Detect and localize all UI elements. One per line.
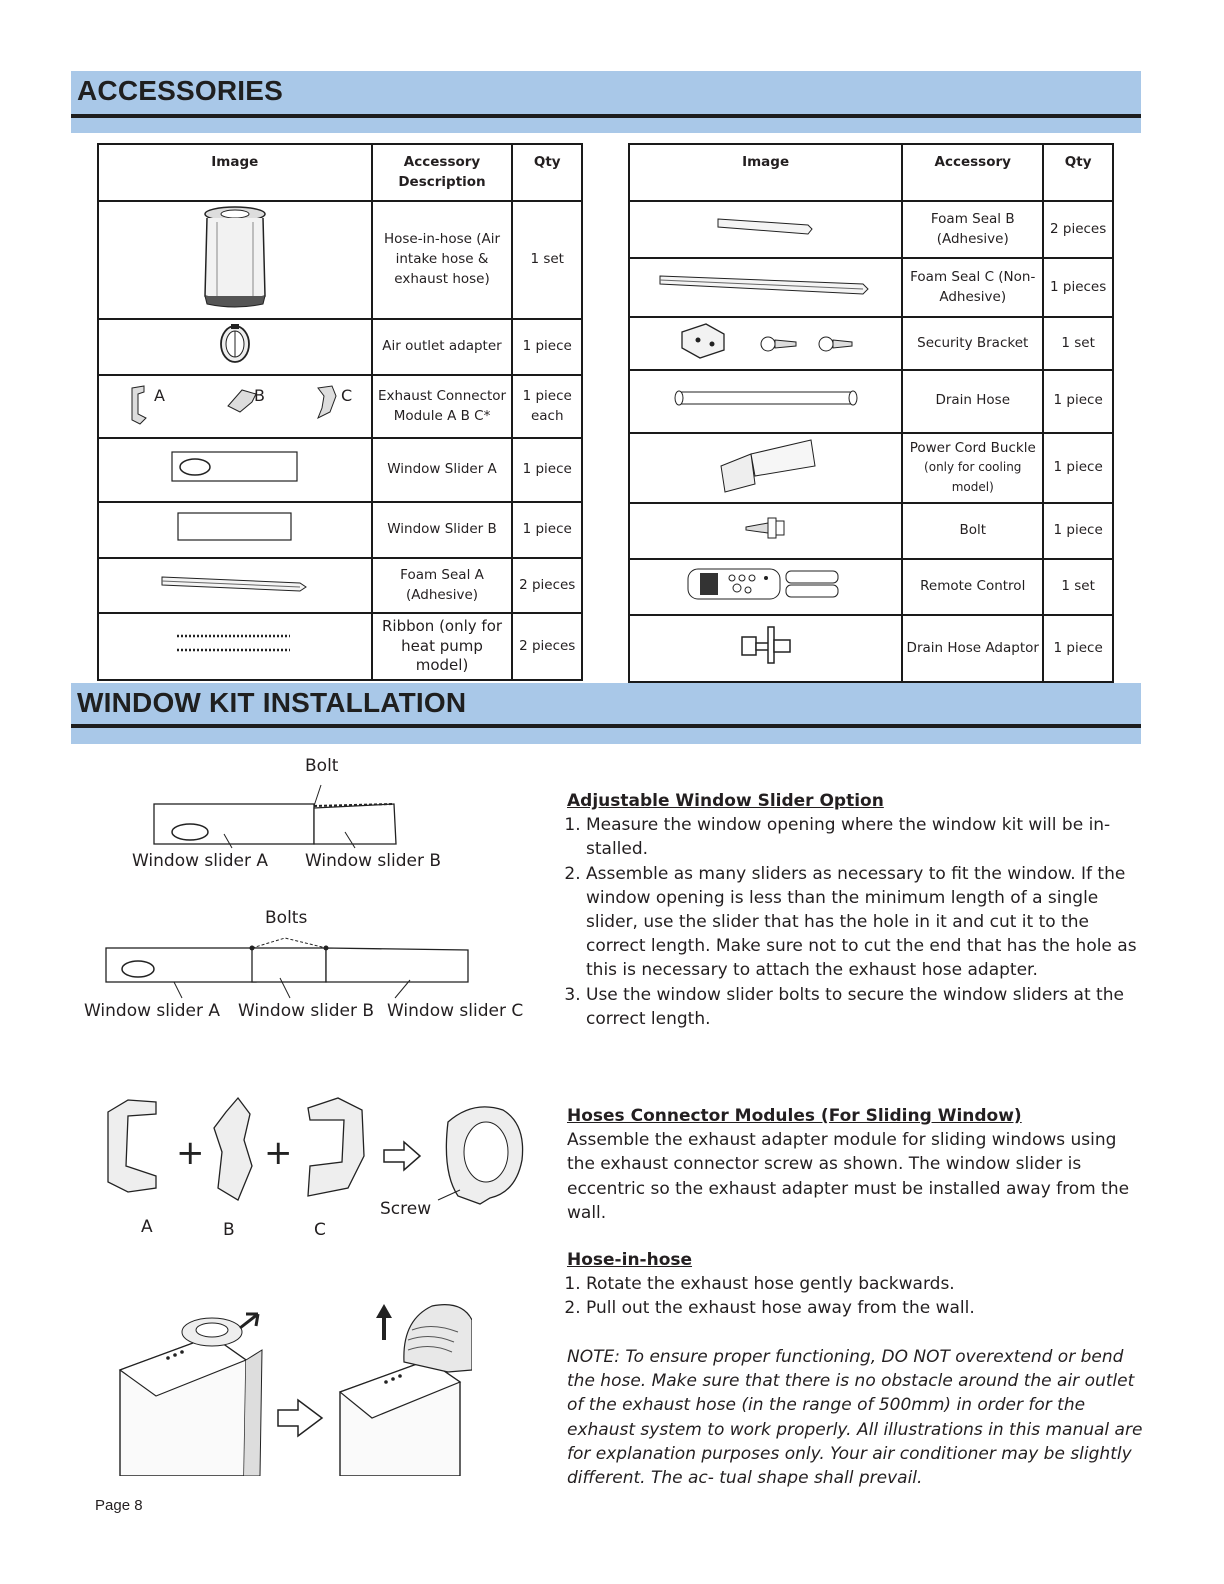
table-row [629,370,1113,433]
hoses-connector-title: Hoses Connector Modules (For Sliding Window) [567,1106,1022,1126]
table-header-row [98,144,582,201]
table-row [629,317,1113,370]
window-kit-banner [71,683,1141,744]
label-screw: Screw [380,1199,432,1219]
row-description: Drain Hose Adaptor [902,615,1043,682]
table-row [629,559,1113,615]
table-row [98,438,582,502]
slider-a-b-figure [140,760,420,850]
adjustable-slider-title: Adjustable Window Slider Option [567,791,884,811]
accessories-banner [71,71,1141,133]
label-slider-a: Window slider A [132,851,269,871]
section-title-accessories: ACCESSORIES [77,75,284,106]
hoses-connector-body: Assemble the exhaust adapter module for sliding windows using the exhaust connector screw as shown. The window slider is eccentric so the exhaust adapter must be installed away from the wall. [567,1130,1130,1223]
header-description: Accessory Description [372,144,513,201]
row-qty: 1 piece [512,319,582,376]
window-slider-b-icon [98,502,372,558]
label-slider-a: Window slider A [84,1001,221,1021]
foam-seal-b-icon [629,201,902,258]
label-slider-b: Window slider B [238,1001,375,1021]
table-row [629,201,1113,258]
row-description-text: Power Cord Buckle [909,439,1036,456]
row-description: Drain Hose [902,370,1043,433]
svg-text:+: + [264,1133,293,1173]
hose-in-hose-steps [567,1272,1147,1320]
row-description: Foam Seal A (Adhesive) [372,558,513,613]
accessories-table-left [97,143,583,681]
row-description: Ribbon (only for heat pump model) [372,613,513,680]
table-row [98,319,582,376]
row-qty: 2 pieces [1043,201,1113,258]
row-qty: 2 pieces [512,613,582,680]
ribbon-icon [98,613,372,680]
hose-in-hose-section [567,1248,1147,1321]
header-qty: Qty [512,144,582,201]
label-module-c: C [314,1220,326,1240]
step-item: 2. Assemble as many sliders as necessary to fit the window. If the window opening is less than the minimum length of a single slider, use the slider that has the hole in it and cut it to the correct length. Make sure not to cut the end that has the hole as this is necessary to attach the exhaust hose adapter. [586,862,1147,983]
security-bracket-icon [629,317,902,370]
module-label-a: A [154,386,165,406]
table-row [98,502,582,558]
accessories-table-right [628,143,1114,683]
connector-assembly-figure [98,1092,538,1217]
table-header-row [629,144,1113,201]
row-qty: 1 piece [1043,503,1113,559]
svg-text:+: + [176,1133,205,1173]
row-description: Security Bracket [902,317,1043,370]
row-qty: 1 piece each [512,375,582,438]
hose-in-hose-title: Hose-in-hose [567,1250,693,1270]
row-description: Window Slider A [372,438,513,502]
label-module-b: B [223,1220,235,1240]
window-slider-a-icon [98,438,372,502]
header-image: Image [98,144,372,201]
row-qty: 2 pieces [512,558,582,613]
exhaust-connector-icon [98,375,372,438]
row-description: Air outlet adapter [372,319,513,376]
air-outlet-adapter-icon [98,319,372,376]
adjustable-slider-steps [567,813,1147,1031]
table-row [98,558,582,613]
foam-seal-a-icon [98,558,372,613]
table-row [98,201,582,319]
module-label-c: C [341,386,353,406]
page-number: Page 8 [95,1497,143,1514]
row-qty: 1 pieces [1043,258,1113,317]
table-row [629,615,1113,682]
hose-in-hose-figure [112,1300,472,1476]
drain-hose-icon [629,370,902,433]
module-label-b: B [254,386,265,406]
note-paragraph: NOTE: To ensure proper functioning, DO NOT overextend or bend the hose. Make sure that there is no obstacle around the air outlet of the exhaust hose (in the range of 500mm) in order for the exhaust system to work properly. All illustrations in this manual are for explanation purposes only. Your air conditioner may be slightly different. The ac- tual shape shall prevail. [567,1347,1143,1489]
row-qty: 1 set [512,201,582,319]
step-item: 1. Rotate the exhaust hose gently backwards. [586,1272,1147,1296]
banner-rule [71,724,1141,728]
row-qty: 1 piece [1043,433,1113,504]
row-qty: 1 set [1043,317,1113,370]
hoses-connector-section [567,1104,1147,1225]
step-item: 3. Use the window slider bolts to secure the window sliders at the correct length. [586,983,1147,1031]
header-image: Image [629,144,902,201]
banner-rule [71,114,1141,118]
row-qty: 1 piece [512,438,582,502]
header-qty: Qty [1043,144,1113,201]
adjustable-slider-section [567,789,1147,1031]
power-cord-buckle-icon [629,433,902,504]
row-qty: 1 piece [1043,370,1113,433]
row-description: Remote Control [902,559,1043,615]
step-item: 1. Measure the window opening where the window kit will be in- stalled. [586,813,1147,861]
row-description: Foam Seal B (Adhesive) [902,201,1043,258]
step-item: 2. Pull out the exhaust hose away from the wall. [586,1296,1147,1320]
table-row [98,375,582,438]
header-description: Accessory [902,144,1043,201]
drain-hose-adaptor-icon [629,615,902,682]
row-qty: 1 set [1043,559,1113,615]
remote-control-icon [629,559,902,615]
table-row [629,433,1113,504]
label-module-a: A [141,1217,153,1237]
foam-seal-c-icon [629,258,902,317]
row-description: Window Slider B [372,502,513,558]
row-description [902,433,1043,504]
table-row [629,258,1113,317]
row-description: Foam Seal C (Non-Adhesive) [902,258,1043,317]
row-description-note: (only for cooling model) [924,460,1022,494]
section-title-window-kit: WINDOW KIT INSTALLATION [77,687,467,718]
hose-in-hose-icon [98,201,372,319]
label-bolts: Bolts [265,908,308,928]
row-qty: 1 piece [512,502,582,558]
label-slider-c: Window slider C [387,1001,524,1021]
label-bolt: Bolt [305,756,339,776]
table-row [98,613,582,680]
row-qty: 1 piece [1043,615,1113,682]
row-description: Hose-in-hose (Air intake hose & exhaust hose) [372,201,513,319]
slider-a-b-c-figure [100,928,480,1003]
bolt-icon [629,503,902,559]
label-slider-b: Window slider B [305,851,442,871]
row-description: Bolt [902,503,1043,559]
row-description: Exhaust Connector Module A B C* [372,375,513,438]
table-row [629,503,1113,559]
